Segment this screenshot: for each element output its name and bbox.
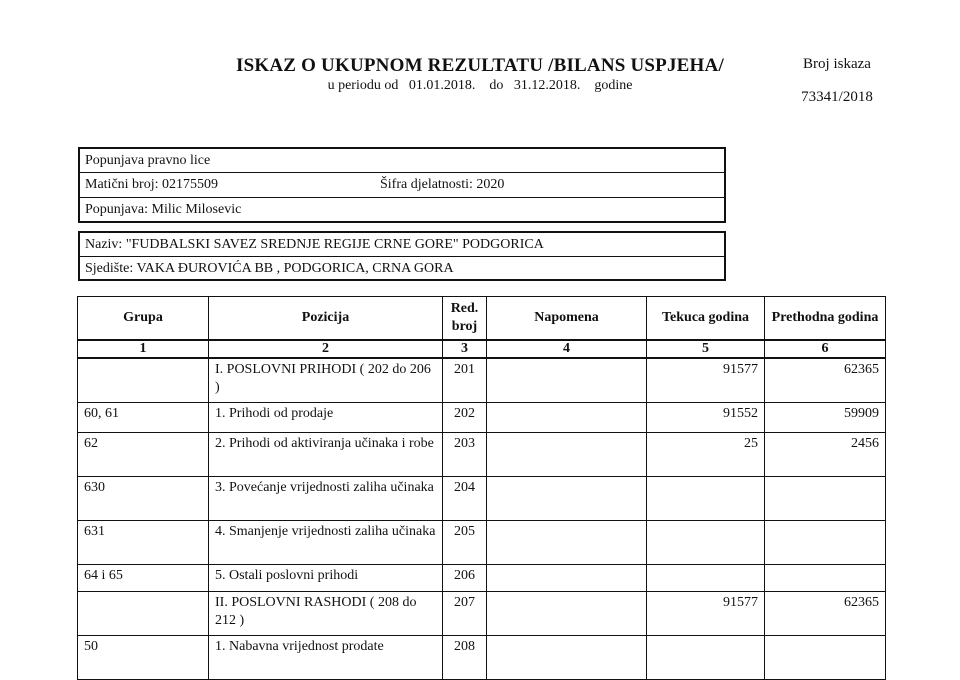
cell-prethodna: [765, 564, 886, 591]
header-grupa: Grupa: [78, 297, 209, 341]
cell-pozicija: 3. Povećanje vrijednosti zaliha učinaka: [209, 476, 443, 520]
ids-row: [80, 173, 724, 198]
income-statement-table: [77, 296, 886, 680]
report-number-value: 73341/2018: [801, 89, 873, 105]
table-row: [78, 564, 886, 591]
report-title: ISKAZ O UKUPNOM REZULTATU /BILANS USPJEHA/: [236, 55, 724, 76]
cell-pozicija: 4. Smanjenje vrijednosti zaliha učinaka: [209, 520, 443, 564]
cell-pozicija: 1. Nabavna vrijednost prodate: [209, 635, 443, 679]
index-6: 6: [765, 340, 886, 358]
cell-grupa: 62: [78, 432, 209, 476]
filer-info-box: [78, 147, 726, 223]
period-prefix: u periodu od: [327, 78, 399, 93]
registration-number: Matični broj: 02175509: [85, 177, 218, 192]
cell-grupa: [78, 591, 209, 635]
cell-napomena: [487, 476, 647, 520]
cell-tekuca: [647, 476, 765, 520]
entity-box: [78, 231, 726, 281]
filer-type: Popunjava pravno lice: [80, 149, 724, 173]
cell-grupa: 64 i 65: [78, 564, 209, 591]
table-row: [78, 591, 886, 635]
cell-red: 208: [443, 635, 487, 679]
index-3: 3: [443, 340, 487, 358]
activity-code: Šifra djelatnosti: 2020: [380, 177, 505, 192]
cell-grupa: [78, 358, 209, 402]
cell-tekuca: [647, 635, 765, 679]
table-row: [78, 432, 886, 476]
filled-by: Popunjava: Milic Milosevic: [85, 202, 242, 217]
table-index-row: [78, 340, 886, 358]
entity-name: Naziv: "FUDBALSKI SAVEZ SREDNJE REGIJE CRNE GORE" PODGORICA: [80, 233, 724, 257]
period-from: 01.01.2018.: [408, 78, 476, 93]
cell-prethodna: 62365: [765, 591, 886, 635]
cell-napomena: [487, 432, 647, 476]
cell-tekuca: [647, 564, 765, 591]
report-number-label: Broj iskaza: [803, 56, 871, 72]
cell-red: 203: [443, 432, 487, 476]
cell-pozicija: 1. Prihodi od prodaje: [209, 402, 443, 432]
cell-prethodna: [765, 476, 886, 520]
cell-pozicija: II. POSLOVNI RASHODI ( 208 do 212 ): [209, 591, 443, 635]
cell-grupa: 50: [78, 635, 209, 679]
entity-address: Sjedište: VAKA ĐUROVIĆA BB , PODGORICA, CRNA GORA: [85, 261, 454, 276]
cell-grupa: 631: [78, 520, 209, 564]
cell-napomena: [487, 358, 647, 402]
cell-tekuca: 91577: [647, 591, 765, 635]
header-prethodna: Prethodna godina: [765, 297, 886, 341]
index-4: 4: [487, 340, 647, 358]
table-row: [78, 402, 886, 432]
cell-tekuca: 91577: [647, 358, 765, 402]
cell-napomena: [487, 591, 647, 635]
table-row: [78, 358, 886, 402]
cell-pozicija: I. POSLOVNI PRIHODI ( 202 do 206 ): [209, 358, 443, 402]
period-mid: do: [489, 78, 504, 93]
cell-red: 201: [443, 358, 487, 402]
cell-napomena: [487, 635, 647, 679]
cell-red: 205: [443, 520, 487, 564]
table-row: [78, 476, 886, 520]
cell-pozicija: 5. Ostali poslovni prihodi: [209, 564, 443, 591]
cell-red: 204: [443, 476, 487, 520]
cell-napomena: [487, 520, 647, 564]
cell-napomena: [487, 402, 647, 432]
index-5: 5: [647, 340, 765, 358]
cell-red: 207: [443, 591, 487, 635]
period-suffix: godine: [594, 78, 633, 93]
cell-grupa: 630: [78, 476, 209, 520]
cell-prethodna: [765, 635, 886, 679]
table-row: [78, 635, 886, 679]
report-period: [200, 78, 760, 94]
header-red-broj: Red. broj: [443, 297, 487, 341]
cell-napomena: [487, 564, 647, 591]
header-tekuca: Tekuca godina: [647, 297, 765, 341]
cell-prethodna: 59909: [765, 402, 886, 432]
index-2: 2: [209, 340, 443, 358]
cell-prethodna: [765, 520, 886, 564]
cell-prethodna: 62365: [765, 358, 886, 402]
header-napomena: Napomena: [487, 297, 647, 341]
index-1: 1: [78, 340, 209, 358]
cell-grupa: 60, 61: [78, 402, 209, 432]
table-header-row: [78, 297, 886, 341]
header-pozicija: Pozicija: [209, 297, 443, 341]
cell-tekuca: 91552: [647, 402, 765, 432]
table-row: [78, 520, 886, 564]
cell-tekuca: [647, 520, 765, 564]
cell-tekuca: 25: [647, 432, 765, 476]
cell-red: 206: [443, 564, 487, 591]
cell-pozicija: 2. Prihodi od aktiviranja učinaka i robe: [209, 432, 443, 476]
cell-red: 202: [443, 402, 487, 432]
cell-prethodna: 2456: [765, 432, 886, 476]
period-to: 31.12.2018.: [513, 78, 581, 93]
